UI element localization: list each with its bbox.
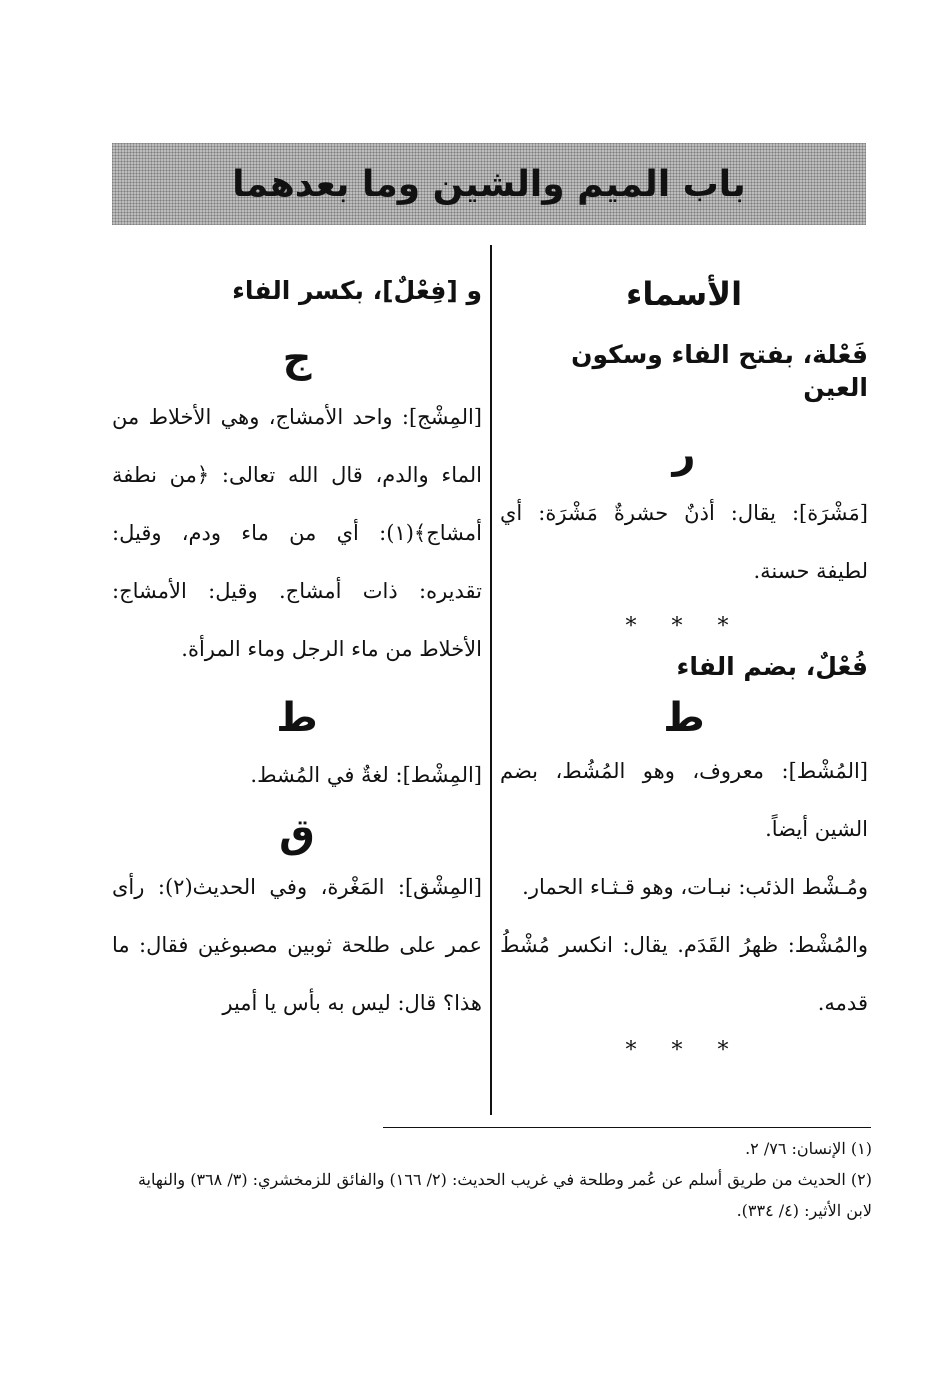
entry-musht: [المُشْط]: معروف، وهو المُشُط، بضم الشين أيضاً. xyxy=(500,758,868,841)
letter-qaf: ق xyxy=(279,810,315,857)
letter-ta: ط xyxy=(663,694,705,741)
chapter-banner xyxy=(112,143,866,225)
letter-ta-left: ط xyxy=(276,694,318,741)
entry-mishq: [المِشْق]: المَغْرة، وفي الحديث(٢): رأى عمر على طلحة ثوبين مصبوغين فقال: ما هذا؟ قال: ليس به بأس يا أمير xyxy=(112,874,482,1015)
entry-musht-dhib: ومُـشْط الذئب: نبـات، وهو قـثـاء الحمار. xyxy=(522,874,868,899)
separator-stars-1: * * * xyxy=(625,614,743,640)
separator-stars-2: * * * xyxy=(625,1037,743,1063)
entry-misht: [المِشْط]: لغةٌ في المُشط. xyxy=(250,762,482,787)
entry-mashra: [مَشْرَة]: يقال: أذنٌ حشرةٌ مَشْرَة: أي لطيفة حسنة. xyxy=(500,501,868,584)
footnote-2: (٢) الحديث من طريق أسلم عن عُمر وطلحة في غريب الحديث: (٢/ ١٦٦) والفائق للزمخشري: (٣/ ٣٦٨) والنهاية لابن الأثير: (٤/ ٣٣٤). xyxy=(137,1170,872,1220)
letter-jim: ج xyxy=(282,334,312,381)
entry-mishj: [المِشْج]: واحد الأمشاج، وهي الأخلاط من الماء والدم، قال الله تعالى: ﴿من نطفة أمشاج﴾(١): أي من ماء ودم، وقيل: تقديره: ذات أمشاج. وقيل: الأمشاج: الأخلاط من ماء الرجل وماء المرأة. xyxy=(112,404,482,661)
subheading-fatha: فَعْلة، بفتح الفاء وسكون العين xyxy=(571,340,868,402)
letter-ra: ر xyxy=(672,431,696,478)
footnote-1: (١) الإنسان: ٧٦/ ٢. xyxy=(745,1139,872,1158)
subheading-damma: فُعْلٌ، بضم الفاء xyxy=(676,652,868,682)
chapter-title: باب الميم والشين وما بعدهما xyxy=(232,163,746,205)
section-title: الأسماء xyxy=(625,275,743,313)
column-divider xyxy=(490,245,492,1115)
right-column xyxy=(500,245,868,1063)
entry-musht-qadam: والمُشْط: ظهرُ القَدَم. يقال: انكسر مُشْطُ قدمه. xyxy=(500,932,868,1015)
footnotes xyxy=(112,1133,872,1226)
footnote-rule xyxy=(383,1127,871,1128)
left-column xyxy=(112,245,482,1032)
subheading-kasra: و [فِعْلٌ]، بكسر الفاء xyxy=(232,276,482,305)
